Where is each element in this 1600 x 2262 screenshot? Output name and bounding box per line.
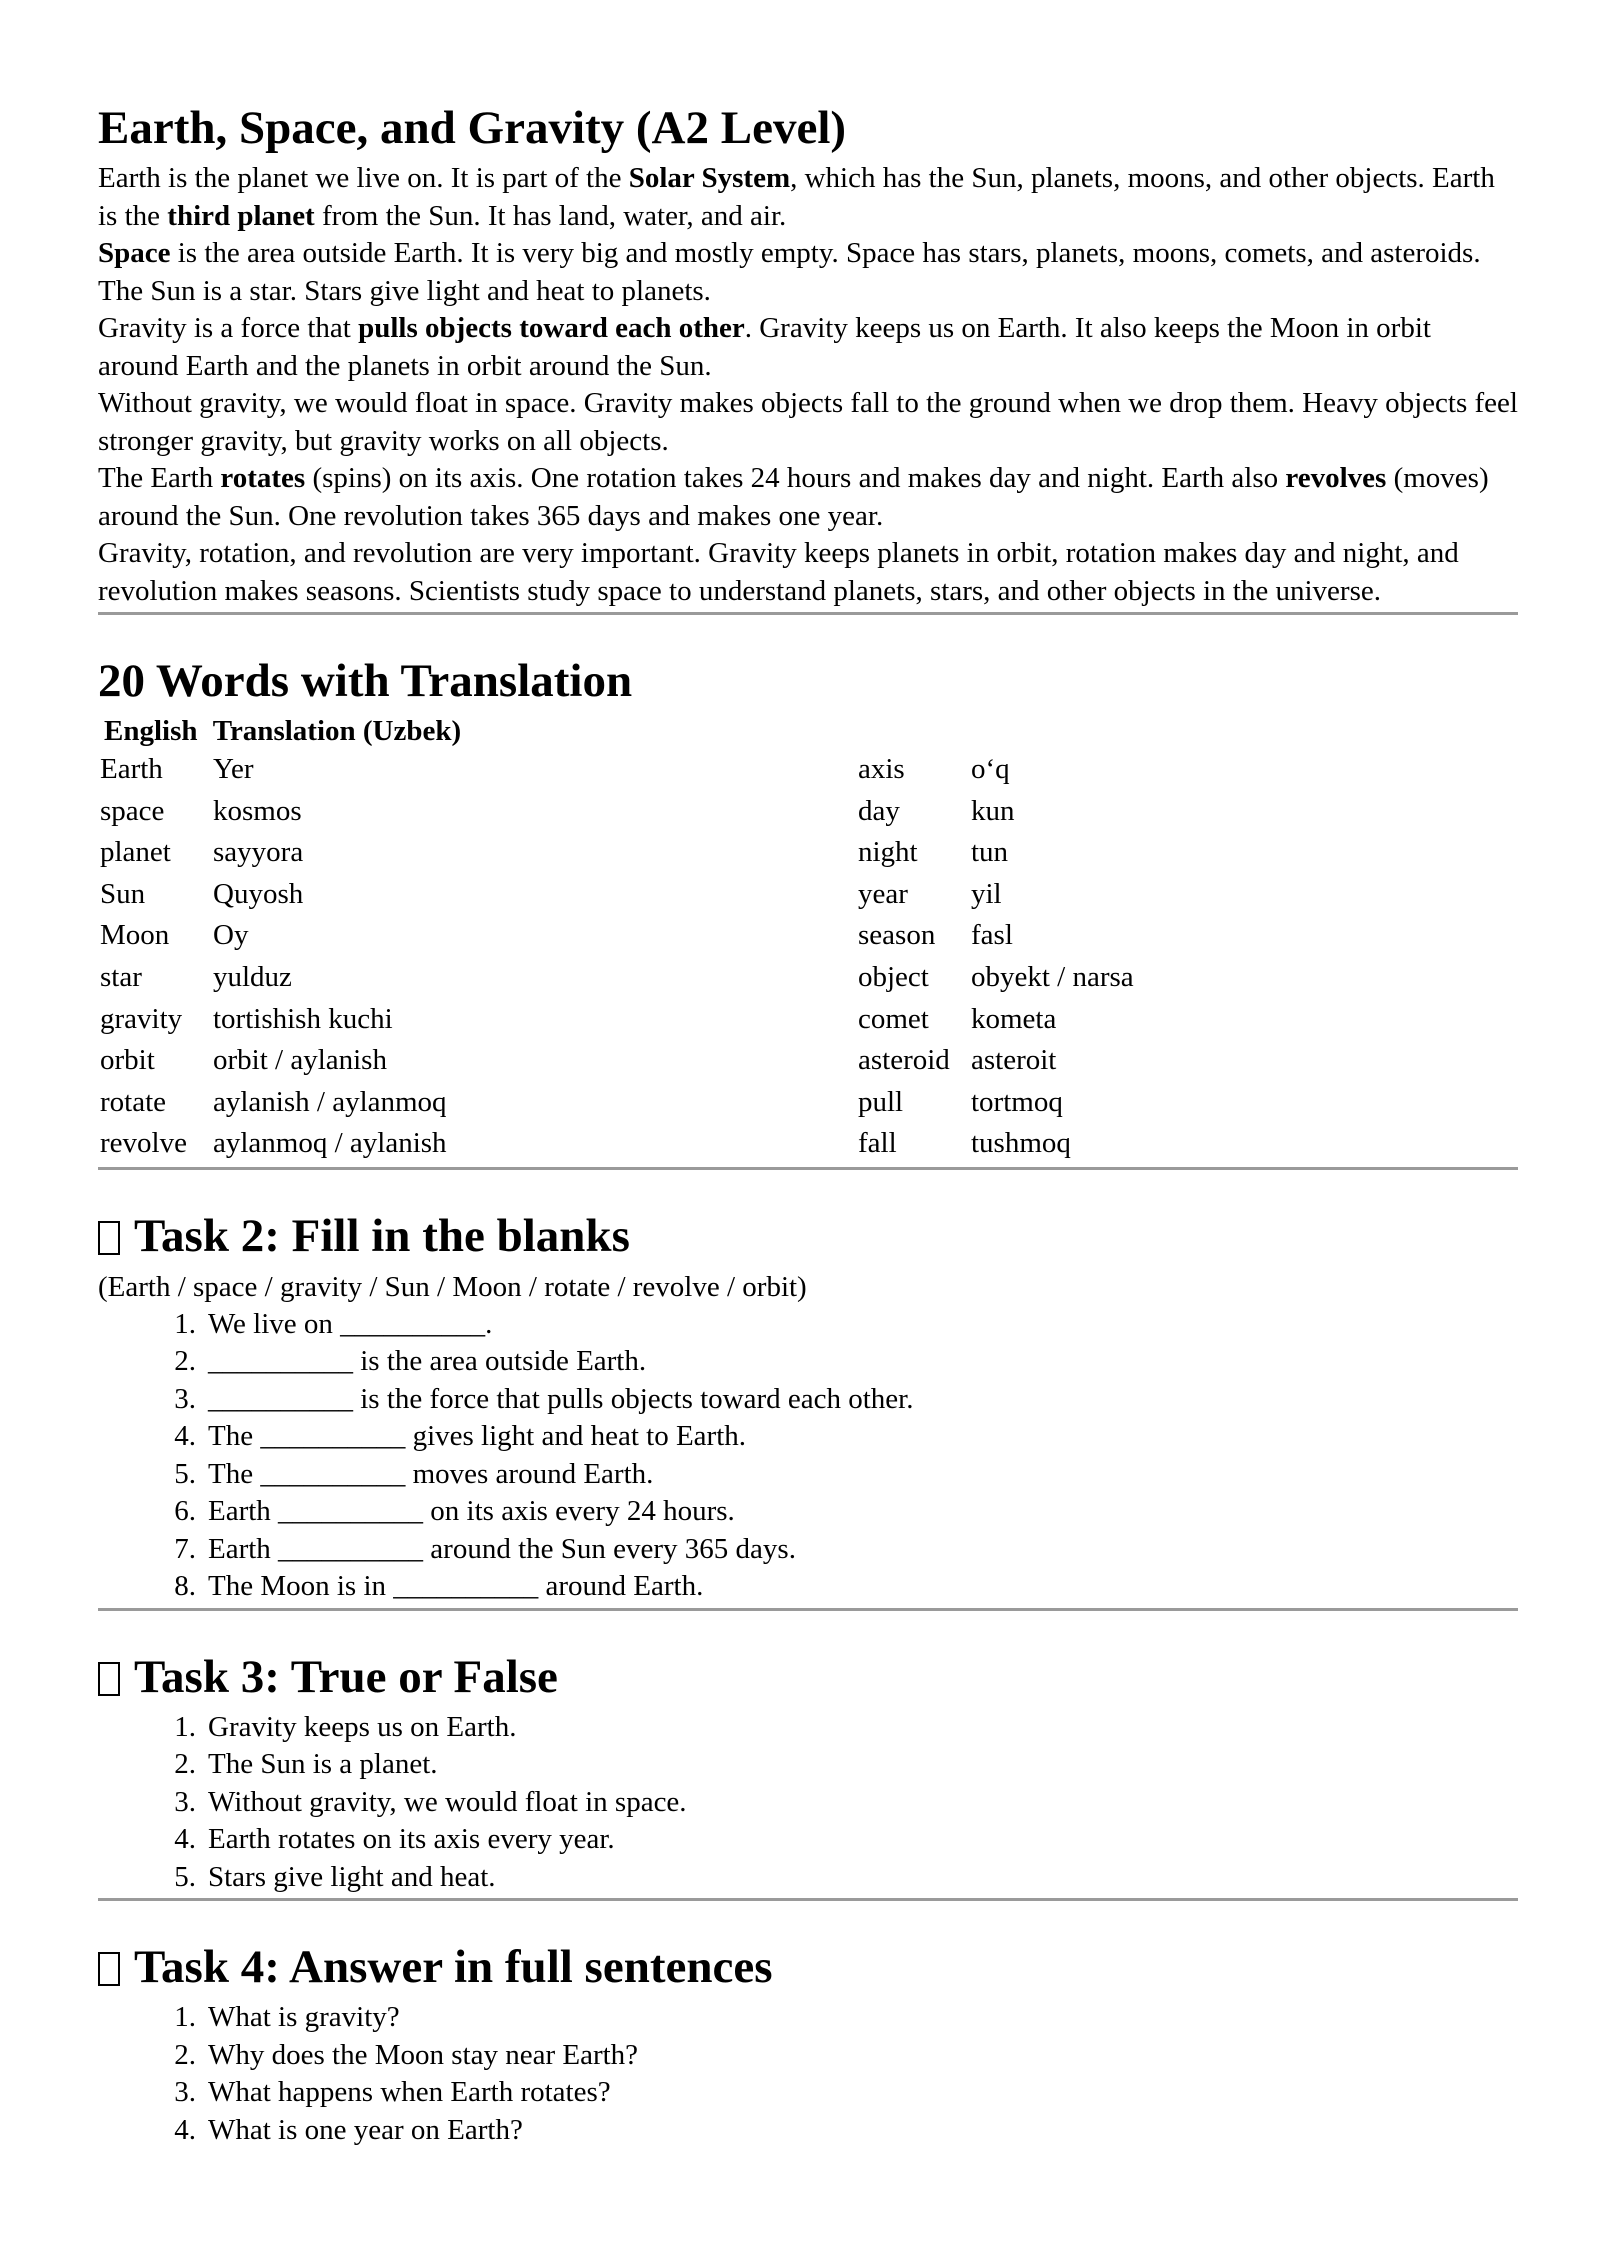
vocabulary-table-header [104,713,1518,749]
vocab-english-word: year [858,877,908,910]
task4-list [98,1999,1518,2149]
vocab-english-word: revolve [100,1127,187,1160]
vocab-english-word: object [858,960,929,993]
vocab-english-word: space [100,794,165,827]
reading-paragraph [98,160,1518,235]
vocab-uzbek-translation: aylanish / aylanmoq [213,1085,447,1118]
list-item [98,1531,1518,1569]
vocab-uzbek-translation: yil [971,877,1002,910]
bold-term: rotates [220,462,306,494]
vocab-uzbek-translation: aylanmoq / aylanish [213,1127,447,1160]
list-item [98,1709,1518,1747]
vocab-uzbek-translation: tun [971,836,1009,869]
reading-paragraph [98,535,1518,610]
list-item [98,2037,1518,2075]
vocab-uzbek-translation: o‘q [971,753,1010,785]
vocab-uzbek-translation: asteroit [971,1044,1057,1077]
paragraph-text: Without gravity, we would float in space. Gravity makes objects fall to the ground when we drop them. Heavy objects feel stronger gravity, but gravity works on all objects. [98,387,1518,457]
list-item-text: Stars give light and heat. [208,1860,496,1893]
vocab-english-word: gravity [100,1002,183,1035]
paragraph-text: is the area outside Earth. It is very big and mostly empty. Space has stars, planets, moons, comets, and asteroids. The Sun is a star. Stars give light and heat to planets. [98,237,1481,307]
vocab-english-word: day [858,794,900,827]
vocab-uzbek-translation: Quyosh [213,877,304,910]
vocab-uzbek-translation: obyekt / narsa [971,960,1134,993]
task2-section [98,1204,1518,1611]
vocabulary-table [100,749,1518,1165]
list-number: 2. [174,2038,196,2071]
task3-list [98,1709,1518,1897]
list-item [98,1493,1518,1531]
paragraph-text: , which has the Sun, planets, moons, and other objects. Earth is the [98,162,1495,232]
vocab-uzbek-translation: tortishish kuchi [213,1002,393,1035]
task4-section [98,1935,1518,2149]
reading-paragraph [98,235,1518,310]
list-item-text: What is gravity? [208,2001,400,2034]
vocab-english-word: pull [858,1085,904,1118]
list-item-text: What is one year on Earth? [208,2113,523,2146]
list-item [98,2074,1518,2112]
list-item [98,1381,1518,1419]
list-item [98,1746,1518,1784]
reading-section [98,96,1518,615]
vocab-english-word: Moon [100,919,170,952]
bold-term: Solar System [628,162,791,194]
list-item [98,1568,1518,1606]
list-item-text: Earth __________ on its axis every 24 hours. [208,1495,735,1528]
vocabulary-section [98,649,1518,1170]
list-number: 3. [174,1785,196,1818]
bold-term: Space [98,237,171,269]
vocab-uzbek-translation: orbit / aylanish [213,1044,387,1077]
vocab-english-word: comet [858,1002,929,1035]
header-translation: Translation (Uzbek) [212,715,462,747]
vocab-uzbek-translation: sayyora [213,836,304,869]
vocab-uzbek-translation: tushmoq [971,1127,1071,1160]
list-item-text: __________ is the force that pulls objects toward each other. [208,1382,914,1415]
vocab-english-word: star [100,960,142,993]
vocab-uzbek-translation: Yer [213,753,254,785]
vocab-uzbek-translation: yulduz [213,960,292,993]
reading-paragraph [98,385,1518,460]
list-number: 6. [174,1495,196,1528]
list-number: 3. [174,1382,196,1415]
reading-paragraph [98,310,1518,385]
missing-glyph-box-icon [98,1221,120,1255]
list-number: 8. [174,1570,196,1603]
list-number: 1. [174,2001,196,2034]
list-item [98,1343,1518,1381]
vocab-english-word: night [858,836,918,869]
task2-title-text: Task 2: Fill in the blanks [134,1209,630,1262]
reading-paragraph [98,460,1518,535]
vocab-uzbek-translation: tortmoq [971,1085,1063,1118]
missing-glyph-box-icon [98,1952,120,1986]
vocab-english-word: planet [100,836,171,869]
list-item-text: What happens when Earth rotates? [208,2076,611,2109]
list-item [98,1999,1518,2037]
list-item-text: The Sun is a planet. [208,1748,438,1781]
bold-term: third planet [167,199,315,232]
list-item [98,1784,1518,1822]
vocab-english-word: asteroid [858,1044,950,1077]
task2-title [98,1204,1518,1268]
task2-word-bank: (Earth / space / gravity / Sun / Moon / rotate / revolve / orbit) [98,1270,807,1303]
list-number: 5. [174,1860,196,1893]
list-item-text: Why does the Moon stay near Earth? [208,2038,639,2071]
task4-title-text: Task 4: Answer in full sentences [134,1941,773,1994]
paragraph-text: Earth is the planet we live on. It is part of the [98,162,629,194]
task3-title-text: Task 3: True or False [134,1650,558,1703]
list-item-text: Gravity keeps us on Earth. [208,1710,517,1743]
task2-list [98,1306,1518,1606]
list-item [98,1456,1518,1494]
vocab-uzbek-translation: Oy [213,919,249,952]
list-item-text: Earth rotates on its axis every year. [208,1823,615,1856]
list-item-text: We live on __________. [208,1307,493,1340]
paragraph-text: (moves) around the Sun. One revolution takes 365 days and makes one year. [98,462,1489,532]
list-number: 1. [174,1307,196,1340]
vocab-uzbek-translation: kun [971,794,1015,827]
task3-section [98,1645,1518,1902]
header-english: English [104,715,198,747]
list-number: 2. [174,1345,196,1378]
vocab-uzbek-translation: fasl [971,919,1013,952]
vocab-english-word: axis [858,753,905,785]
list-item-text: Earth __________ around the Sun every 365 days. [208,1532,796,1565]
missing-glyph-box-icon [98,1662,120,1696]
list-item-text: The __________ gives light and heat to Earth. [208,1420,747,1453]
list-item-text: Without gravity, we would float in space. [208,1785,687,1818]
vocabulary-title: 20 Words with Translation [98,655,633,707]
list-item-text: __________ is the area outside Earth. [208,1345,647,1378]
paragraph-text: The Earth [98,462,221,494]
divider [98,1898,1518,1901]
task3-title [98,1645,1518,1709]
vocab-uzbek-translation: kometa [971,1002,1057,1035]
divider [98,1608,1518,1611]
vocab-english-word: season [858,919,936,952]
list-item [98,1821,1518,1859]
worksheet-page [98,96,1518,2149]
paragraph-text: Gravity is a force that [98,312,359,344]
vocab-english-word: orbit [100,1044,155,1077]
paragraph-text: Gravity, rotation, and revolution are very important. Gravity keeps planets in orbit, rotation makes day and night, and revolution makes seasons. Scientists study space to understand planets, stars, and other objects in the universe. [98,537,1459,607]
bold-term: pulls objects toward each other [358,312,745,344]
paragraph-text: from the Sun. It has land, water, and air. [314,199,787,232]
list-number: 4. [174,2113,196,2146]
list-item-text: The Moon is in __________ around Earth. [208,1570,704,1603]
vocab-english-word: Earth [100,753,163,785]
bold-term: revolves [1285,462,1387,494]
divider [98,1167,1518,1170]
task4-title [98,1935,1518,1999]
vocab-uzbek-translation: kosmos [213,794,302,827]
paragraph-text: (spins) on its axis. One rotation takes 24 hours and makes day and night. Earth also [305,462,1286,494]
list-number: 7. [174,1532,196,1565]
list-item [98,1859,1518,1897]
list-number: 3. [174,2076,196,2109]
list-number: 1. [174,1710,196,1743]
list-number: 2. [174,1748,196,1781]
list-number: 4. [174,1420,196,1453]
list-number: 5. [174,1457,196,1490]
list-item [98,1418,1518,1456]
list-item-text: The __________ moves around Earth. [208,1457,654,1490]
reading-title: Earth, Space, and Gravity (A2 Level) [98,102,847,154]
vocab-english-word: Sun [100,877,146,910]
reading-body [98,160,1518,610]
list-item [98,1306,1518,1344]
vocab-english-word: fall [858,1127,897,1160]
paragraph-text: . Gravity keeps us on Earth. It also keeps the Moon in orbit around Earth and the planets in orbit around the Sun. [98,312,1431,382]
list-item [98,2112,1518,2150]
vocab-english-word: rotate [100,1085,167,1118]
list-number: 4. [174,1823,196,1856]
divider [98,612,1518,615]
